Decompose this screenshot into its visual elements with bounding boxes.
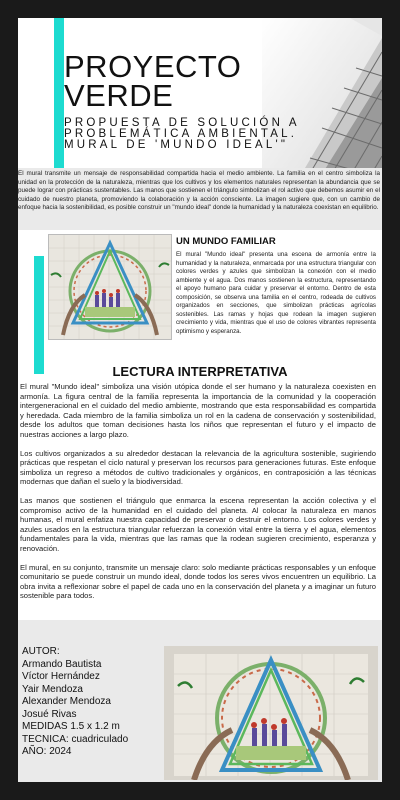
accent-bar-top <box>54 18 64 190</box>
credit-line: MEDIDAS 1.5 x 1.2 m <box>22 721 120 732</box>
paragraph: El mural, en su conjunto, transmite un mensaje claro: solo mediante prácticas responsables y un enfoque comunitario se puede construir un mundo ideal, donde todos los seres vivos encuentren un equilibrio. La obra invita a reflexionar sobre el papel de cada uno en la conservación del planeta y a imaginar un futuro sostenible para todos. <box>20 562 376 601</box>
mural-image <box>48 234 172 340</box>
intro-text: El mural transmite un mensaje de responsabilidad compartida hacia el medio ambiente. La familia en el centro simboliza la unidad en la protección de la naturaleza, mientras que los cultivos y los elementos naturales representan la abundancia que se puede lograr con prácticas sustentables. Las manos que sostienen el triángulo simbolizan el rol activo que debemos asumir en el cuidado de nuestro planeta, promoviendo la colaboración y la acción consciente. La imagen sugiere que, con un cambio de enfoque hacia la sostenibilidad, es posible construir un "mundo ideal" donde la humanidad y la naturaleza coexistan en equilibrio. <box>18 170 380 212</box>
title-line-2: VERDE <box>64 78 174 113</box>
paragraph: El mural "Mundo ideal" simboliza una visión utópica donde el ser humano y la naturaleza coexisten en armonía. La figura central de la familia representa la importancia de la comunidad y la cooperación intergeneracional en el cuidado del medio ambiente, mostrando que esta responsabilidad es compartida y heredada. Cada miembro de la familia simboliza un rol en la cadena de conservación y sostenibilidad, desde los adultos que toman decisiones hasta los niños que representan el futuro y el impacto de nuestras acciones a largo plazo. <box>20 382 376 439</box>
credit-line: AUTOR: <box>22 646 60 657</box>
poster <box>18 18 382 782</box>
title-line-1: PROYECTO <box>64 49 242 84</box>
credits-list <box>22 646 128 759</box>
paragraph: Las manos que sostienen el triángulo que enmarca la escena representan la acción colectiva y el compromiso activo de la humanidad en el cuidado del planeta. Al colocar la naturaleza en manos humanas, el mural enfatiza nuestra capacidad de preservar o destruir el entorno. Los colores verdes y azules usados en la estructura triangular refuerzan la conexión vital entre la tierra y el agua, elementos fundamentales para la vida, mientras que las ramas que la rodean sugieren crecimiento, esperanza y renovación. <box>20 495 376 553</box>
intro-band <box>18 168 382 230</box>
section-familiar-text: El mural "Mundo ideal" presenta una escena de armonía entre la humanidad y la naturaleza, enmarcada por una estructura triangular con colores verdes y azules que simbolizan la conexión con el medio ambiente y el agua. Dos manos sostienen la estructura, representando el apoyo humano para cuidar y preservar el entorno. Dentro de esta composición, se observa una familia en el centro, rodeada de cultivos organizados en secciones, que simbolizan prácticas agrícolas sostenibles. Las ramas y hojas que rodean la imagen sugieren crecimiento y vida, mientras que el uso de colores vibrantes representa optimismo y esperanza. <box>176 251 376 335</box>
credit-line: Armando Bautista <box>22 658 102 670</box>
credit-line: Alexander Mendoza <box>22 696 111 707</box>
building-image <box>262 18 382 190</box>
section-interpretativa-body <box>20 382 376 610</box>
credit-line: Josué Rivas <box>22 708 77 720</box>
credit-line: Víctor Hernández <box>22 671 100 682</box>
accent-bar-middle <box>34 256 44 374</box>
paragraph: Los cultivos organizados a su alrededor destacan la relevancia de la agricultura sostenible, sugiriendo prácticas que respetan el ciclo natural y preservan los recursos para generaciones futuras. Este enfoque simboliza un regreso a métodos de cultivo tradicionales y orgánicos, en contraposición a las técnicas modernas que dañan el suelo y la biodiversidad. <box>20 448 376 487</box>
section-interpretativa-title: LECTURA INTERPRETATIVA <box>112 364 288 379</box>
mural-photo <box>164 646 378 780</box>
page-title <box>64 49 242 113</box>
page-subtitle: PROPUESTA DE SOLUCIÓN A PROBLEMÁTICA AMBIENTAL. MURAL DE 'MUNDO IDEAL'" <box>64 117 300 151</box>
credit-line: AÑO: 2024 <box>22 746 72 757</box>
credit-line: Yair Mendoza <box>22 683 83 695</box>
section-familiar-title: UN MUNDO FAMILIAR <box>176 236 276 247</box>
credit-line: TECNICA: cuadriculado <box>22 733 129 745</box>
